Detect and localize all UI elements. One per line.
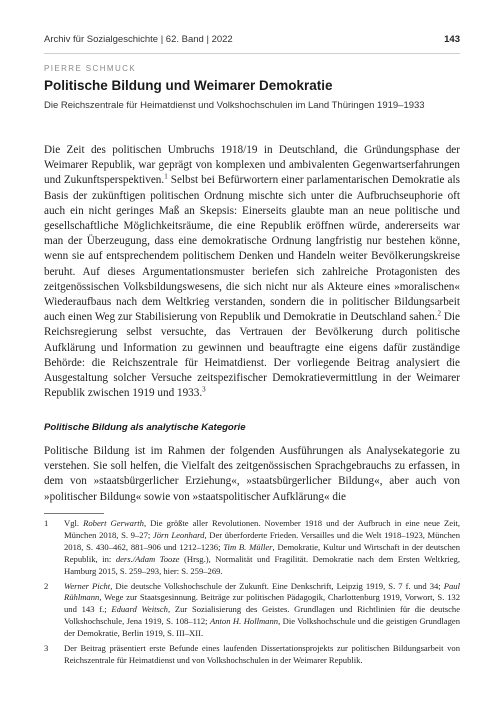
- body-paragraph-1: [44, 143, 460, 401]
- footnote-text-segment: , Die deutsche Volkshochschule der Zukunft. Eine Denkschrift, Leipzig 1919, S. 7 f. und 34;: [110, 580, 444, 591]
- footnote-author-name: Paul Rühlmann: [64, 580, 460, 603]
- footnote-ref-3[interactable]: 3: [202, 385, 206, 394]
- footnote-text: [64, 518, 460, 578]
- footnote-text-segment: , Die größte aller Revolutionen. November 1918 und der Aufbruch in eine neue Zeit, München 2018, S. 9–27;: [64, 518, 460, 540]
- page-number: 143: [444, 34, 460, 45]
- footnote-text-segment: , Die Volkshochschule und die geistigen Grundlagen der Demokratie, Berlin 1919, S. III–XII.: [64, 616, 461, 639]
- footnote-rule: [44, 513, 104, 514]
- section-heading: Politische Bildung als analytische Kategorie: [44, 422, 246, 433]
- footnote-ref-1[interactable]: 1: [164, 172, 168, 181]
- footnote-text-segment: , Wege zur Staatsgesinnung. Beiträge zur politischen Pädagogik, Charlottenburg 1919, Vorwort, S. 132 und 143 f.;: [64, 592, 460, 615]
- footnote-ref-2[interactable]: 2: [437, 309, 441, 318]
- footnote-text-segment: (Hrsg.), Normalität und Fragilität. Demokratie nach dem Ersten Weltkrieg, Hamburg 2015, S. 259–293, hier: S. 259–269.: [64, 553, 461, 576]
- footnote-author-name: Jörn Leonhard: [152, 529, 205, 540]
- footnote-number: 2: [44, 580, 49, 591]
- footnote-number: 1: [44, 518, 49, 528]
- footnote-author-name: ders./Adam Tooze: [115, 553, 180, 564]
- body-text-segment: Selbst bei Befürwortern einer parlamentarischen Demokratie als Basis der zukünftigen politischen Ordnung mischte sich unter die Aufbruchseuphorie oft auch ein nicht geringes Maß an Skepsis: Einerseits glaubte man an neue politische und gesellschaftliche Möglichkeitsräume, die eine Republik eröffnen würde, andererseits war man der Überzeugung, dass eine demokratische Ordnung langfristig nur bestehen könne, wenn sie auf entsprechendem politischem Denken und Handeln weiter Bevölkerungskreise beruht. Auf dieses Argumentationsmuster beriefen sich zahlreiche Protagonisten des zeitgenössischen Volksbildungswesens, die sich nicht nur als Akteure eines »moralischen« Wiederaufbaus nach dem Weltkrieg verstanden, sondern die in politischer Bildungsarbeit auch einen Weg zur Stabilisierung von Republik und Demokratie in Deutschland sahen.: [44, 174, 460, 324]
- running-head: Archiv für Sozialgeschichte | 62. Band | 2022: [44, 34, 233, 45]
- body-paragraph-2: Politische Bildung ist im Rahmen der folgenden Ausführungen als Analysekategorie zu verstehen. Sie soll helfen, die Vielfalt des zeitgenössischen Sprachgebrauchs zu erfassen, in dem von »staatsbürgerlicher Erziehung«, »staatsbürgerlicher Bildung«, aber auch von »politischer Bildung« sowie von »staatspolitischer Aufklärung« die: [44, 445, 460, 503]
- body-text-segment: Die Zeit des politischen Umbruchs 1918/19 in Deutschland, die Gründungsphase der Weimarer Republik, war geprägt von komplexen und ambivalenten Gegenwartserfahrungen und Zukunftsperspektiven.: [44, 144, 460, 187]
- footnote-text-segment: Vgl.: [64, 518, 84, 528]
- footnote-text-segment: , Der überforderte Frieden. Versailles und die Welt 1918–1923, München 2018, S. 430–462, 881–906 und 1212–1236;: [64, 529, 460, 552]
- header-rule: [44, 53, 460, 54]
- footnote-text-segment: Der Beitrag präsentiert erste Befunde eines laufenden Dissertationsprojekts zur politischen Bildungsarbeit von Reichszentrale für Heimatdienst und von Volkshochschulen in der Weimarer Republik.: [64, 643, 460, 665]
- footnote-author-name: Robert Gerwarth: [83, 518, 144, 528]
- footnote-3: [44, 643, 460, 667]
- footnote-text-segment: , Demokratie, Kultur und Wirtschaft in der deutschen Republik, in:: [64, 541, 461, 564]
- footnote-author-name: Werner Picht: [64, 580, 111, 591]
- article-title: Politische Bildung und Weimarer Demokratie: [44, 78, 333, 93]
- article-subtitle: Die Reichszentrale für Heimatdienst und Volkshochschulen im Land Thüringen 1919–1933: [44, 100, 425, 111]
- footnote-2: [44, 581, 460, 641]
- footnote-text: [64, 643, 460, 667]
- footnote-text-segment: , Zur Sozialisierung des Geistes. Grundlagen und Richtlinien für die deutsche Volkshochschule, Jena 1919, S. 108–112;: [64, 604, 461, 627]
- footnote-1: [44, 518, 460, 578]
- body-text-segment: Die Reichsregierung selbst versuchte, das Vertrauen der Bevölkerung durch politische Aufklärung und Information zu gewinnen und beauftragte eine eigens dafür zuständige Behörde: die Reichszentrale für Heimatdienst. Der vorliegende Beitrag analysiert die Ausgestaltung solcher Versuche zeitspezifischer Demokratievermittlung in der Weimarer Republik zwischen 1919 und 1933.: [44, 311, 460, 400]
- article-author: PIERRE SCHMUCK: [44, 64, 137, 73]
- footnotes: [44, 518, 460, 670]
- footnote-text: [64, 581, 460, 641]
- footnote-author-name: Eduard Weitsch: [111, 604, 168, 615]
- footnote-author-name: Tim B. Müller: [223, 541, 273, 552]
- footnote-author-name: Anton H. Hollmann: [209, 616, 279, 627]
- footnote-number: 3: [44, 643, 49, 654]
